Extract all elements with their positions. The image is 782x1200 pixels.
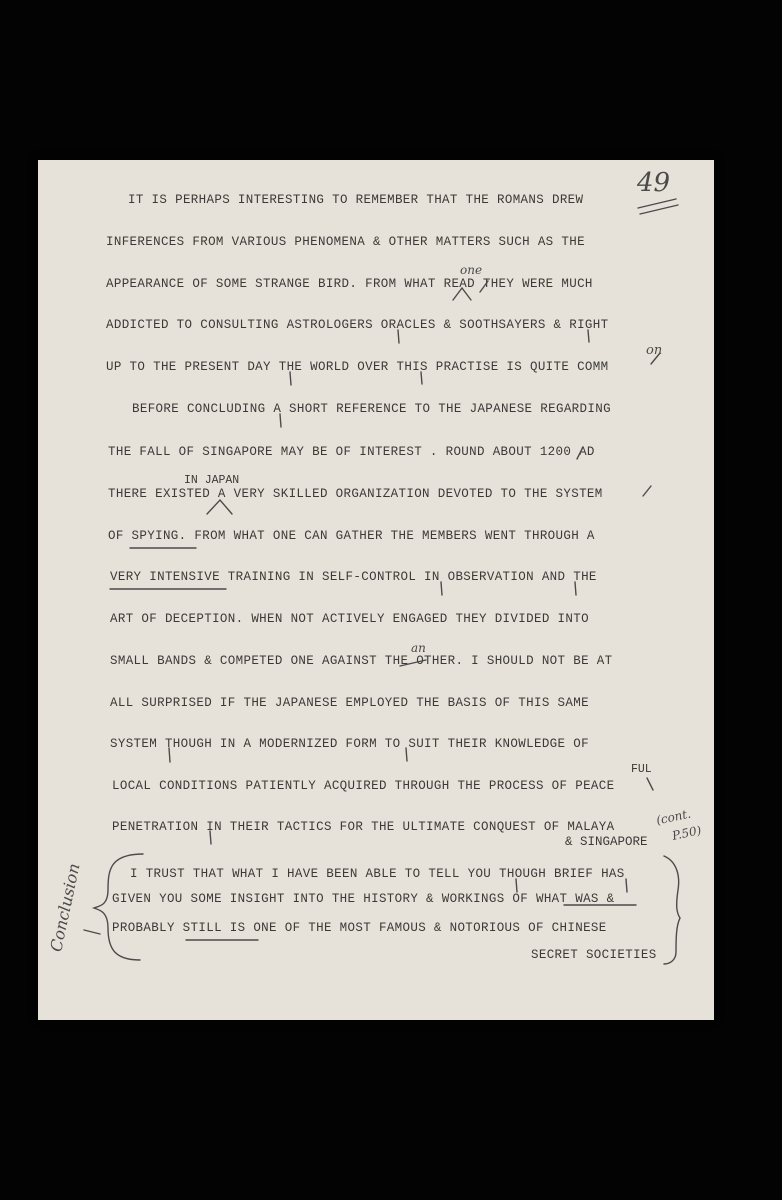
- text-line-17: I TRUST THAT WHAT I HAVE BEEN ABLE TO TELL YOU THOUGH BRIEF HAS: [130, 867, 625, 881]
- typed-insertion-ful: FUL: [631, 763, 652, 776]
- text-line-19: PROBABLY STILL IS ONE OF THE MOST FAMOUS & NOTORIOUS OF CHINESE: [112, 921, 607, 935]
- text-line-2: INFERENCES FROM VARIOUS PHENOMENA & OTHER MATTERS SUCH AS THE: [106, 235, 585, 249]
- handwritten-one: one: [460, 263, 483, 277]
- handwritten-page-ref: P.50): [670, 823, 703, 843]
- text-line-16: PENETRATION IN THEIR TACTICS FOR THE ULTIMATE CONQUEST OF MALAYA: [112, 820, 615, 834]
- typed-insertion-in-japan: IN JAPAN: [184, 474, 240, 487]
- text-line-20: SECRET SOCIETIES: [531, 948, 657, 962]
- typed-insertion-singapore: & SINGAPORE: [565, 835, 648, 849]
- text-line-6: BEFORE CONCLUDING A SHORT REFERENCE TO THE JAPANESE REGARDING: [132, 402, 611, 416]
- handwritten-conclusion: Conclusion: [46, 861, 84, 954]
- handwritten-on: on: [646, 343, 663, 358]
- text-line-1: IT IS PERHAPS INTERESTING TO REMEMBER THAT THE ROMANS DREW: [128, 193, 584, 207]
- text-line-10: VERY INTENSIVE TRAINING IN SELF-CONTROL IN OBSERVATION AND THE: [110, 570, 597, 584]
- handwritten-cont: (cont.: [654, 806, 693, 828]
- text-line-13: ALL SURPRISED IF THE JAPANESE EMPLOYED THE BASIS OF THIS SAME: [110, 696, 589, 710]
- text-line-7: THE FALL OF SINGAPORE MAY BE OF INTEREST . ROUND ABOUT 1200 AD: [108, 445, 595, 459]
- page-number: 49: [637, 168, 671, 198]
- text-line-4: ADDICTED TO CONSULTING ASTROLOGERS ORACLES & SOOTHSAYERS & RIGHT: [106, 318, 609, 332]
- text-line-14: SYSTEM THOUGH IN A MODERNIZED FORM TO SUIT THEIR KNOWLEDGE OF: [110, 737, 589, 751]
- text-line-9: OF SPYING. FROM WHAT ONE CAN GATHER THE MEMBERS WENT THROUGH A: [108, 529, 595, 543]
- text-line-11: ART OF DECEPTION. WHEN NOT ACTIVELY ENGAGED THEY DIVIDED INTO: [110, 612, 589, 626]
- text-line-8: THERE EXISTED A VERY SKILLED ORGANIZATION DEVOTED TO THE SYSTEM: [108, 487, 603, 501]
- text-line-18: GIVEN YOU SOME INSIGHT INTO THE HISTORY & WORKINGS OF WHAT WAS &: [112, 892, 615, 906]
- text-line-15: LOCAL CONDITIONS PATIENTLY ACQUIRED THROUGH THE PROCESS OF PEACE: [112, 779, 615, 793]
- text-line-12: SMALL BANDS & COMPETED ONE AGAINST THE OTHER. I SHOULD NOT BE AT: [110, 654, 613, 668]
- text-line-5: UP TO THE PRESENT DAY THE WORLD OVER THIS PRACTISE IS QUITE COMM: [106, 360, 609, 374]
- handwritten-an: an: [411, 641, 426, 655]
- text-line-3: APPEARANCE OF SOME STRANGE BIRD. FROM WHAT READ THEY WERE MUCH: [106, 277, 593, 291]
